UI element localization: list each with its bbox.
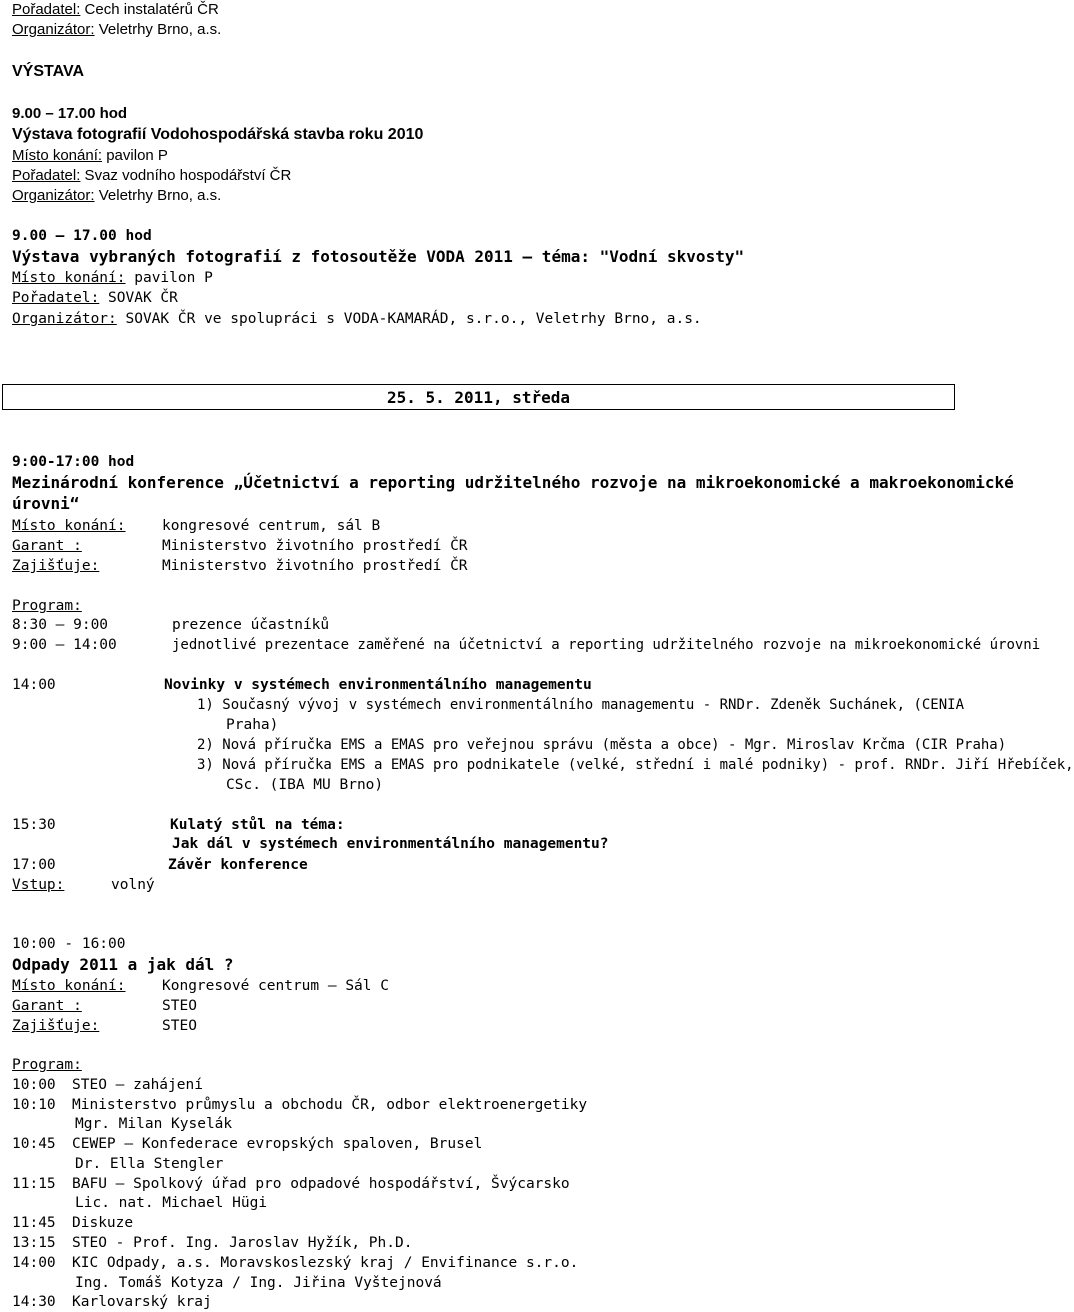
label: Organizátor: [12,187,95,204]
exhibition1-poradatel [12,166,291,186]
odpady-item-text: CEWEP – Konfederace evropských spaloven, Brusel [72,1136,483,1152]
novinky-point: 1) Současný vývoj v systémech environmentálního managementu - RNDr. Zdeněk Suchánek, (CENIA [197,697,965,713]
value: SOVAK ČR ve spolupráci s VODA-KAMARÁD, s.r.o., Veletrhy Brno, a.s. [116,311,702,327]
exhibition2-time: 9.00 – 17.00 hod [12,228,152,244]
odpady-item-text: BAFU – Spolkový úřad pro odpadové hospodářství, Švýcarsko [72,1176,570,1192]
vstup-label: Vstup: [12,877,65,893]
conference-garant-label: Garant : [12,538,82,554]
conference-item-time: 8:30 – 9:00 [12,617,109,633]
exhibition2-poradatel [12,288,178,308]
conference-misto-value: kongresové centrum, sál B [162,518,381,534]
value: Svaz vodního hospodářství ČR [80,167,292,184]
odpady-item-time: 14:00 [12,1255,56,1271]
odpady-item-text: KIC Odpady, a.s. Moravskoslezský kraj / Envifinance s.r.o. [72,1255,579,1271]
label: Pořadatel: [12,1,81,18]
label: Organizátor: [12,311,117,327]
odpady-item-text: Dr. Ella Stengler [75,1156,224,1172]
kulaty-time: 15:30 [12,817,56,833]
odpady-item-time: 11:15 [12,1176,56,1192]
odpady-zajistuje-value: STEO [162,1018,197,1034]
value: Veletrhy Brno, a.s. [94,21,222,38]
odpady-zajistuje-label: Zajišťuje: [12,1018,100,1034]
label: Místo konání: [12,270,126,286]
value: pavilon P [125,270,213,286]
odpady-title: Odpady 2011 a jak dál ? [12,955,234,974]
label: Pořadatel: [12,167,81,184]
novinky-point: 2) Nová příručka EMS a EMAS pro veřejnou správu (města a obce) - Mgr. Miroslav Krčma (CIR Praha) [197,737,1007,753]
odpady-item-time: 13:15 [12,1235,56,1251]
top-poradatel-line [12,0,219,20]
label: Organizátor: [12,21,95,38]
conference-title-line1: Mezinárodní konference „Účetnictví a reporting udržitelného rozvoje na mikroekonomické a makroekonomické [12,473,1014,492]
conference-misto-label: Místo konání: [12,518,126,534]
conference-zajistuje-value: Ministerstvo životního prostředí ČR [162,558,468,574]
conference-title-line2: úrovni“ [12,494,80,513]
odpady-item-time: 10:00 [12,1077,56,1093]
value: pavilon P [102,147,168,164]
conference-item-text: jednotlivé prezentace zaměřené na účetnictví a reporting udržitelného rozvoje na mikroekonomické úrovni [172,637,1041,653]
novinky-time: 14:00 [12,677,56,693]
odpady-item-text: Ing. Tomáš Kotyza / Ing. Jiřina Vyštejnová [75,1275,442,1291]
zaver-title: Závěr konference [168,857,308,873]
value: Cech instalatérů ČR [80,1,219,18]
conference-zajistuje-label: Zajišťuje: [12,558,100,574]
odpady-misto-value: Kongresové centrum – Sál C [162,978,389,994]
odpady-garant-value: STEO [162,998,197,1014]
odpady-garant-label: Garant : [12,998,82,1014]
novinky-point: Praha) [226,717,279,733]
conference-time: 9:00-17:00 hod [12,454,135,470]
section-title: VÝSTAVA [12,63,85,80]
label: Pořadatel: [12,290,100,306]
label: Místo konání: [12,147,103,164]
odpady-item-text: Karlovarský kraj [72,1294,212,1310]
exhibition2-organizator [12,309,702,329]
conference-item-time: 9:00 – 14:00 [12,637,117,653]
odpady-program-label: Program: [12,1057,82,1073]
odpady-item-text: Ministerstvo průmyslu a obchodu ČR, odbor elektroenergetiky [72,1097,588,1113]
odpady-item-text: Mgr. Milan Kyselák [75,1116,233,1132]
odpady-misto-label: Místo konání: [12,978,126,994]
odpady-time: 10:00 - 16:00 [12,936,126,952]
exhibition1-organizator [12,186,221,206]
odpady-item-time: 14:30 [12,1294,56,1310]
date-banner [2,384,955,410]
exhibition1-time: 9.00 – 17.00 hod [12,105,128,122]
novinky-point: 3) Nová příručka EMS a EMAS pro podnikatele (velké, střední i malé podniky) - prof. RNDr. Jiří Hřebíček, [197,757,1074,773]
value: Veletrhy Brno, a.s. [94,187,222,204]
kulaty-title: Kulatý stůl na téma: [170,817,345,833]
value: SOVAK ČR [99,290,178,306]
conference-item-text: prezence účastníků [172,617,330,633]
novinky-point: CSc. (IBA MU Brno) [226,777,384,793]
odpady-item-time: 10:45 [12,1136,56,1152]
conference-program-label: Program: [12,598,82,614]
conference-garant-value: Ministerstvo životního prostředí ČR [162,538,468,554]
date-banner-text: 25. 5. 2011, středa [386,388,571,407]
novinky-title: Novinky v systémech environmentálního managementu [164,677,592,693]
odpady-item-time: 11:45 [12,1215,56,1231]
exhibition1-misto [12,146,168,166]
odpady-item-text: Lic. nat. Michael Hügi [75,1195,268,1211]
odpady-item-time: 10:10 [12,1097,56,1113]
zaver-time: 17:00 [12,857,56,873]
odpady-item-text: STEO – zahájení [72,1077,203,1093]
exhibition2-misto [12,268,213,288]
kulaty-subtitle: Jak dál v systémech environmentálního managementu? [172,836,609,852]
top-organizator-line [12,20,221,40]
odpady-item-text: Diskuze [72,1215,134,1231]
exhibition2-title: Výstava vybraných fotografií z fotosoutěže VODA 2011 – téma: "Vodní skvosty" [12,247,745,266]
odpady-item-text: STEO - Prof. Ing. Jaroslav Hyžík, Ph.D. [72,1235,413,1251]
vstup-value: volný [111,877,155,893]
exhibition1-title: Výstava fotografií Vodohospodářská stavba roku 2010 [12,126,424,143]
